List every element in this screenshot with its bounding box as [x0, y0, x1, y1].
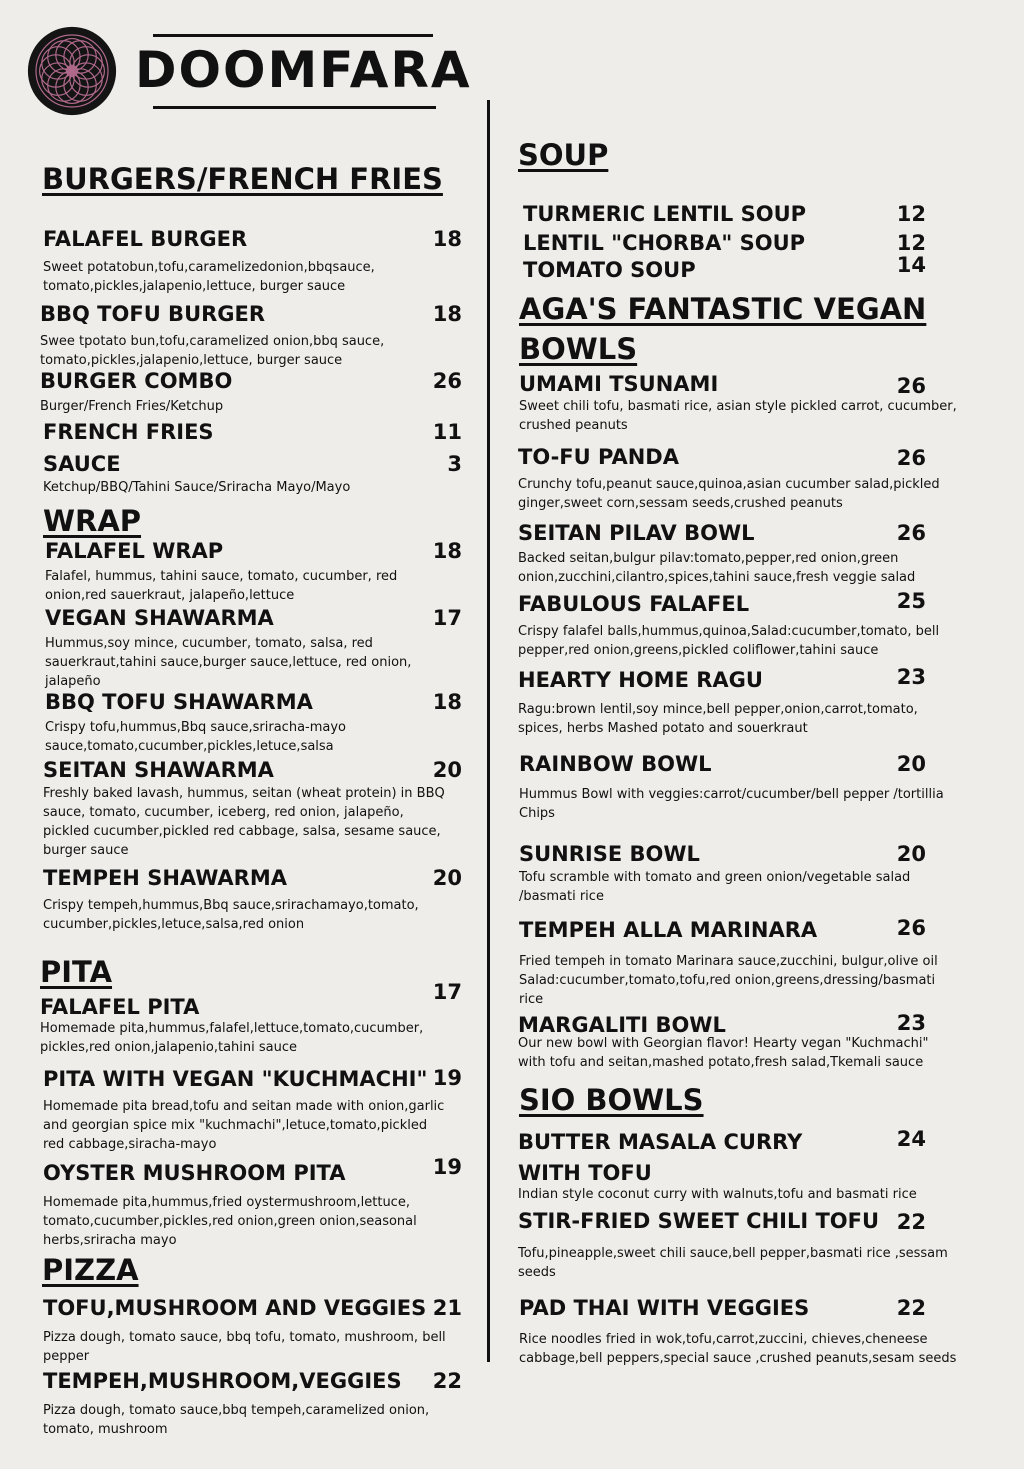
menu-item-price: 20 — [432, 866, 462, 890]
menu-item-price: 18 — [432, 302, 462, 326]
section-title: WRAP — [43, 504, 142, 538]
menu-item-price: 19 — [432, 1066, 462, 1090]
section-title: AGA'S FANTASTIC VEGAN — [519, 292, 927, 326]
menu-item-name: UMAMI TSUNAMI — [519, 372, 719, 396]
section-title: PIZZA — [42, 1253, 139, 1287]
menu-item-name: FALAFEL BURGER — [43, 227, 248, 251]
menu-item-description: Falafel, hummus, tahini sauce, tomato, cucumber, red onion,red sauerkraut, jalapeño,lettuce — [45, 569, 398, 603]
menu-item-name: VEGAN SHAWARMA — [45, 606, 274, 630]
menu-item-name: SEITAN PILAV BOWL — [518, 521, 755, 545]
menu-item-price: 22 — [896, 1210, 926, 1234]
menu-item-description: Pizza dough, tomato sauce,bbq tempeh,caramelized onion, tomato, mushroom — [43, 1403, 430, 1437]
menu-item-name: SAUCE — [43, 452, 121, 476]
menu-item-price: 25 — [896, 589, 926, 613]
menu-item-description: Backed seitan,bulgur pilav:tomato,pepper,red onion,green onion,zucchini,cilantro,spices,tahini sauce,fresh veggie salad — [518, 551, 916, 585]
menu-item-description: Burger/French Fries/Ketchup — [40, 399, 224, 414]
menu-item-price: 20 — [896, 842, 926, 866]
menu-item-price: 26 — [896, 916, 926, 940]
menu-item-description: Hummus Bowl with veggies:carrot/cucumber/bell pepper /tortillia Chips — [519, 787, 944, 821]
menu-item-price: 22 — [432, 1369, 462, 1393]
menu-item-price: 19 — [432, 1155, 462, 1179]
menu-item-price: 23 — [896, 1011, 926, 1035]
menu-item-name: OYSTER MUSHROOM PITA — [43, 1161, 346, 1185]
menu-item-name: WITH TOFU — [518, 1161, 652, 1185]
section-title: PITA — [40, 955, 113, 989]
menu-item-name: TOFU,MUSHROOM AND VEGGIES — [43, 1296, 427, 1320]
section-title: BURGERS/FRENCH FRIES — [42, 162, 443, 196]
menu-item-name: FRENCH FRIES — [43, 420, 214, 444]
menu-item-name: BBQ TOFU BURGER — [40, 302, 266, 326]
header-rule-bottom — [153, 106, 436, 109]
menu-item-description: Homemade pita bread,tofu and seitan made with onion,garlic and georgian spice mix "kuchmachi",letuce,tomato,pickled red cabbage,siracha-mayo — [43, 1099, 445, 1152]
menu-item-price: 20 — [432, 758, 462, 782]
menu-item-name: PAD THAI WITH VEGGIES — [519, 1296, 810, 1320]
mandala-logo-icon — [27, 26, 117, 116]
menu-item-price: 12 — [896, 231, 926, 255]
menu-item-name: TEMPEH,MUSHROOM,VEGGIES — [43, 1369, 402, 1393]
menu-item-name: FALAFEL WRAP — [45, 539, 224, 563]
menu-item-description: Crispy falafel balls,hummus,quinoa,Salad:cucumber,tomato, bell pepper,red onion,greens,pickled coliflower,tahini sauce — [518, 624, 940, 658]
menu-item-price: 11 — [432, 420, 462, 444]
section-title: BOWLS — [519, 332, 638, 366]
menu-item-description: Rice noodles fried in wok,tofu,carrot,zuccini, chieves,cheneese cabbage,bell peppers,special sauce ,crushed peanuts,sesam seeds — [519, 1332, 957, 1366]
menu-item-description: Ketchup/BBQ/Tahini Sauce/Sriracha Mayo/Mayo — [43, 480, 351, 495]
menu-item-name: TOMATO SOUP — [523, 258, 696, 282]
menu-item-price: 18 — [432, 539, 462, 563]
menu-item-price: 26 — [896, 374, 926, 398]
menu-item-price: 21 — [432, 1296, 462, 1320]
menu-item-description: Our new bowl with Georgian flavor! Hearty vegan "Kuchmachi" with tofu and seitan,mashed potato,fresh salad,Tkemali sauce — [518, 1036, 929, 1070]
menu-item-price: 26 — [896, 521, 926, 545]
section-title: SIO BOWLS — [519, 1083, 704, 1117]
menu-header — [0, 0, 480, 120]
menu-item-description: Fried tempeh in tomato Marinara sauce,zucchini, bulgur,olive oil Salad:cucumber,tomato,tofu,red onion,greens,dressing/basmati rice — [519, 954, 938, 1007]
menu-item-price: 23 — [896, 665, 926, 689]
menu-item-description: Freshly baked lavash, hummus, seitan (wheat protein) in BBQ sauce, tomato, cucumber, iceberg, red onion, jalapeño, pickled cucumber,pickled red cabbage, salsa, sesame sauce, burger sauce — [43, 786, 445, 858]
menu-item-description: Pizza dough, tomato sauce, bbq tofu, tomato, mushroom, bell pepper — [43, 1330, 446, 1364]
menu-item-name: BURGER COMBO — [40, 369, 233, 393]
menu-item-description: Sweet chili tofu, basmati rice, asian style pickled carrot, cucumber, crushed peanuts — [519, 399, 957, 433]
menu-item-name: STIR-FRIED SWEET CHILI TOFU — [518, 1209, 880, 1233]
menu-item-price: 20 — [896, 752, 926, 776]
menu-item-name: BBQ TOFU SHAWARMA — [45, 690, 313, 714]
menu-item-description: Crispy tempeh,hummus,Bbq sauce,srirachamayo,tomato, cucumber,pickles,letuce,salsa,red onion — [43, 898, 419, 932]
header-rule-top — [153, 34, 433, 37]
menu-item-name: TURMERIC LENTIL SOUP — [523, 202, 807, 226]
menu-item-description: Hummus,soy mince, cucumber, tomato, salsa, red sauerkraut,tahini sauce,burger sauce,lettuce, red onion, jalapeño — [45, 636, 412, 689]
section-title: SOUP — [518, 138, 609, 172]
column-divider — [487, 100, 490, 1362]
menu-item-name: MARGALITI BOWL — [518, 1013, 726, 1037]
menu-item-price: 3 — [447, 452, 462, 476]
menu-item-description: Crispy tofu,hummus,Bbq sauce,sriracha-mayo sauce,tomato,cucumber,pickles,letuce,salsa — [45, 720, 347, 754]
menu-item-name: BUTTER MASALA CURRY — [518, 1130, 803, 1154]
menu-item-name: TO-FU PANDA — [518, 445, 679, 469]
menu-item-price: 14 — [896, 253, 926, 277]
menu-item-price: 26 — [896, 446, 926, 470]
menu-item-price: 24 — [896, 1127, 926, 1151]
menu-item-price: 12 — [896, 202, 926, 226]
menu-item-name: RAINBOW BOWL — [519, 752, 712, 776]
menu-item-description: Indian style coconut curry with walnuts,tofu and basmati rice — [518, 1187, 917, 1202]
menu-item-description: Homemade pita,hummus,falafel,lettuce,tomato,cucumber, pickles,red onion,jalapenio,tahini sauce — [40, 1021, 424, 1055]
menu-item-price: 22 — [896, 1296, 926, 1320]
menu-item-name: TEMPEH SHAWARMA — [43, 866, 287, 890]
menu-item-name: FABULOUS FALAFEL — [518, 592, 750, 616]
restaurant-name: DOOMFARA — [135, 41, 472, 99]
menu-item-price: 17 — [432, 606, 462, 630]
menu-item-name: TEMPEH ALLA MARINARA — [519, 918, 818, 942]
menu-item-description: Homemade pita,hummus,fried oystermushroom,lettuce, tomato,cucumber,pickles,red onion,green onion,seasonal herbs,sriracha mayo — [43, 1195, 417, 1248]
menu-item-description: Sweet potatobun,tofu,caramelizedonion,bbqsauce, tomato,pickles,jalapenio,lettuce, burger sauce — [43, 260, 375, 294]
menu-item-name: HEARTY HOME RAGU — [518, 668, 763, 692]
menu-item-description: Tofu,pineapple,sweet chili sauce,bell pepper,basmati rice ,sessam seeds — [518, 1246, 948, 1280]
menu-item-name: PITA WITH VEGAN "KUCHMACHI" — [43, 1067, 428, 1091]
menu-item-name: FALAFEL PITA — [40, 995, 200, 1019]
menu-item-price: 26 — [432, 369, 462, 393]
menu-item-name: LENTIL "CHORBA" SOUP — [523, 231, 806, 255]
menu-item-description: Swee tpotato bun,tofu,caramelized onion,bbq sauce, tomato,pickles,jalapenio,lettuce, burger sauce — [40, 334, 385, 368]
menu-item-name: SUNRISE BOWL — [519, 842, 700, 866]
menu-item-description: Crunchy tofu,peanut sauce,quinoa,asian cucumber salad,pickled ginger,sweet corn,sessam seeds,crushed peanuts — [518, 477, 940, 511]
menu-item-price: 17 — [432, 980, 462, 1004]
menu-item-name: SEITAN SHAWARMA — [43, 758, 274, 782]
menu-item-description: Ragu:brown lentil,soy mince,bell pepper,onion,carrot,tomato, spices, herbs Mashed potato and souerkraut — [518, 702, 918, 736]
menu-item-price: 18 — [432, 690, 462, 714]
menu-item-description: Tofu scramble with tomato and green onion/vegetable salad /basmati rice — [519, 870, 911, 904]
menu-item-price: 18 — [432, 227, 462, 251]
